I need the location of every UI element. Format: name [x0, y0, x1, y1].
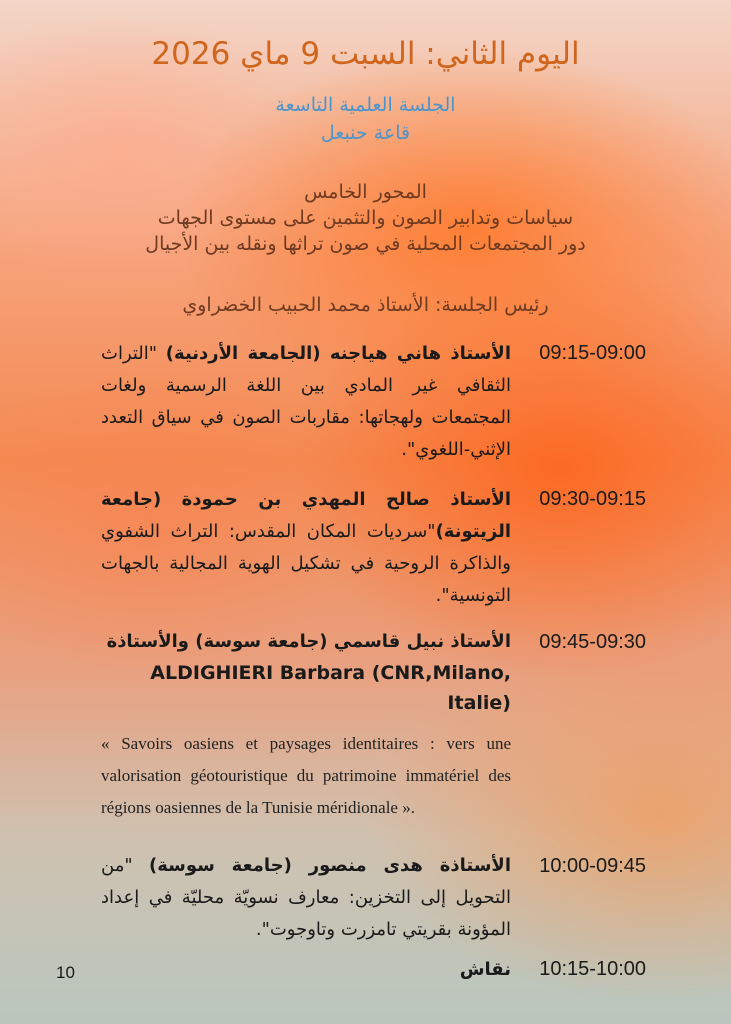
speaker-name: الأستاذ هاني هياجنه (الجامعة الأردنية)	[165, 343, 512, 364]
speaker-name: الأستاذ صالح المهدي بن حمودة (جامعة الزيتونة)	[101, 489, 511, 542]
speaker-name-latin: ALDIGHIERI Barbara (CNR,Milano, Italie)	[150, 662, 511, 714]
talk-entry	[101, 954, 511, 986]
hall-name: قاعة حنبعل	[320, 122, 411, 144]
talk-title-french: « Savoirs oasiens et paysages identitaires : vers une valorisation géotouristique du patrimoine immatériel des régions oasiennes de la Tunisie méridionale ».	[101, 734, 511, 817]
page-number: 10	[56, 963, 75, 982]
speaker-name: الأستاذة هدى منصور (جامعة سوسة)	[148, 855, 511, 876]
talk-entry	[101, 338, 511, 466]
talk-entry	[101, 850, 511, 946]
time-slot: 09:45-09:30	[539, 631, 646, 653]
day-title: اليوم الثاني: السبت 9 ماي 2026	[151, 36, 580, 72]
time-slot: 10:00-09:45	[539, 855, 646, 877]
session-title: الجلسة العلمية التاسعة	[275, 94, 456, 116]
talk-title: "التراث الثقافي غير المادي بين اللغة الرسمية ولغات المجتمعات ولهجاتها: مقاربات الصون في سياق التعدد الإثني-اللغوي".	[101, 343, 511, 460]
talk-title: "من التحويل إلى التخزين: معارف نسويّة محليّة في إعداد المؤونة بقريتي تامزرت وتاوجوت".	[101, 855, 511, 940]
talk-title: "سرديات المكان المقدس: التراث الشفوي والذاكرة الروحية في تشكيل الهوية المجالية بالجهات التونسية".	[101, 521, 511, 606]
axis-title: المحور الخامس	[304, 181, 427, 203]
time-slot: 09:30-09:15	[539, 488, 646, 510]
discussion-label: نقاش	[459, 959, 511, 980]
time-slot: 10:15-10:00	[539, 958, 646, 980]
session-chair: رئيس الجلسة: الأستاذ محمد الحبيب الخضراوي	[182, 294, 549, 316]
talk-entry	[101, 484, 511, 612]
time-slot: 09:15-09:00	[539, 342, 646, 364]
axis-line-2: دور المجتمعات المحلية في صون تراثها ونقله بين الأجيال	[145, 233, 586, 255]
talk-entry	[101, 626, 511, 824]
axis-line-1: سياسات وتدابير الصون والتثمين على مستوى الجهات	[157, 207, 574, 229]
speaker-name: الأستاذ نبيل قاسمي (جامعة سوسة) والأستاذة	[106, 631, 511, 652]
